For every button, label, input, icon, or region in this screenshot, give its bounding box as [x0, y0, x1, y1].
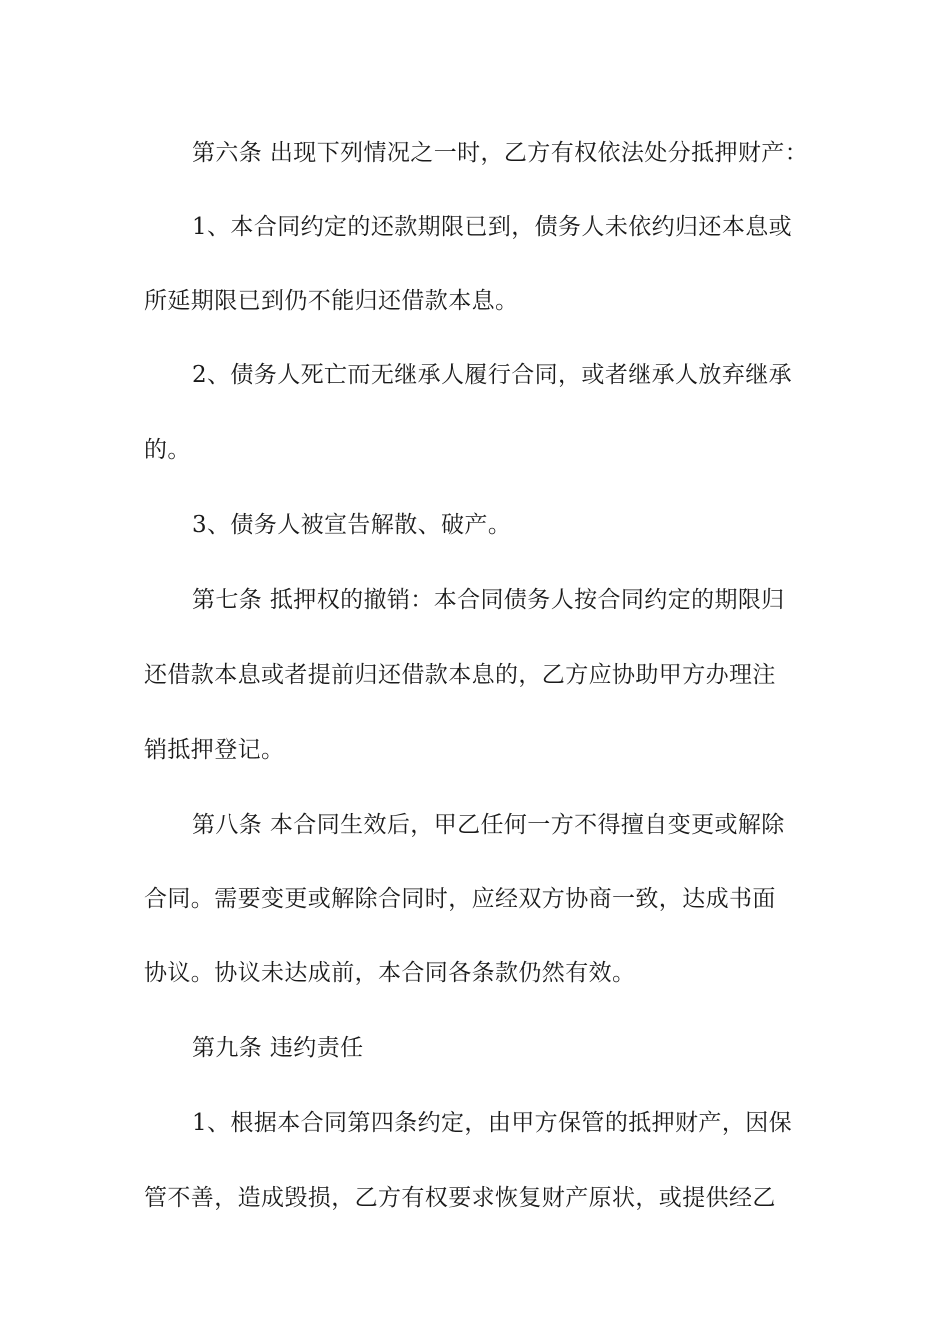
- article-8-line-2: 合同。需要变更或解除合同时，应经双方协商一致，达成书面: [144, 886, 776, 912]
- article-9-item-1-line-1: 1、根据本合同第四条约定，由甲方保管的抵押财产，因保: [192, 1110, 793, 1136]
- article-6-item-1-line-1: 1、本合同约定的还款期限已到，债务人未依约归还本息或: [192, 214, 793, 240]
- article-8-line-1: 第八条 本合同生效后，甲乙任何一方不得擅自变更或解除: [192, 812, 785, 838]
- article-7-line-2: 还借款本息或者提前归还借款本息的，乙方应协助甲方办理注: [144, 662, 776, 688]
- article-7-line-3: 销抵押登记。: [144, 737, 285, 763]
- article-7-line-1: 第七条 抵押权的撤销：本合同债务人按合同约定的期限归: [192, 587, 785, 613]
- article-6-item-2-line-2: 的。: [144, 437, 191, 463]
- article-6-heading: 第六条 出现下列情况之一时，乙方有权依法处分抵押财产：: [192, 140, 809, 166]
- article-8-line-3: 协议。协议未达成前，本合同各条款仍然有效。: [144, 960, 636, 986]
- article-9-item-1-line-2: 管不善，造成毁损，乙方有权要求恢复财产原状，或提供经乙: [144, 1185, 776, 1211]
- article-9-heading: 第九条 违约责任: [192, 1035, 364, 1061]
- article-6-item-3: 3、债务人被宣告解散、破产。: [192, 512, 512, 538]
- article-6-item-2-line-1: 2、债务人死亡而无继承人履行合同，或者继承人放弃继承: [192, 362, 793, 388]
- article-6-item-1-line-2: 所延期限已到仍不能归还借款本息。: [144, 288, 519, 314]
